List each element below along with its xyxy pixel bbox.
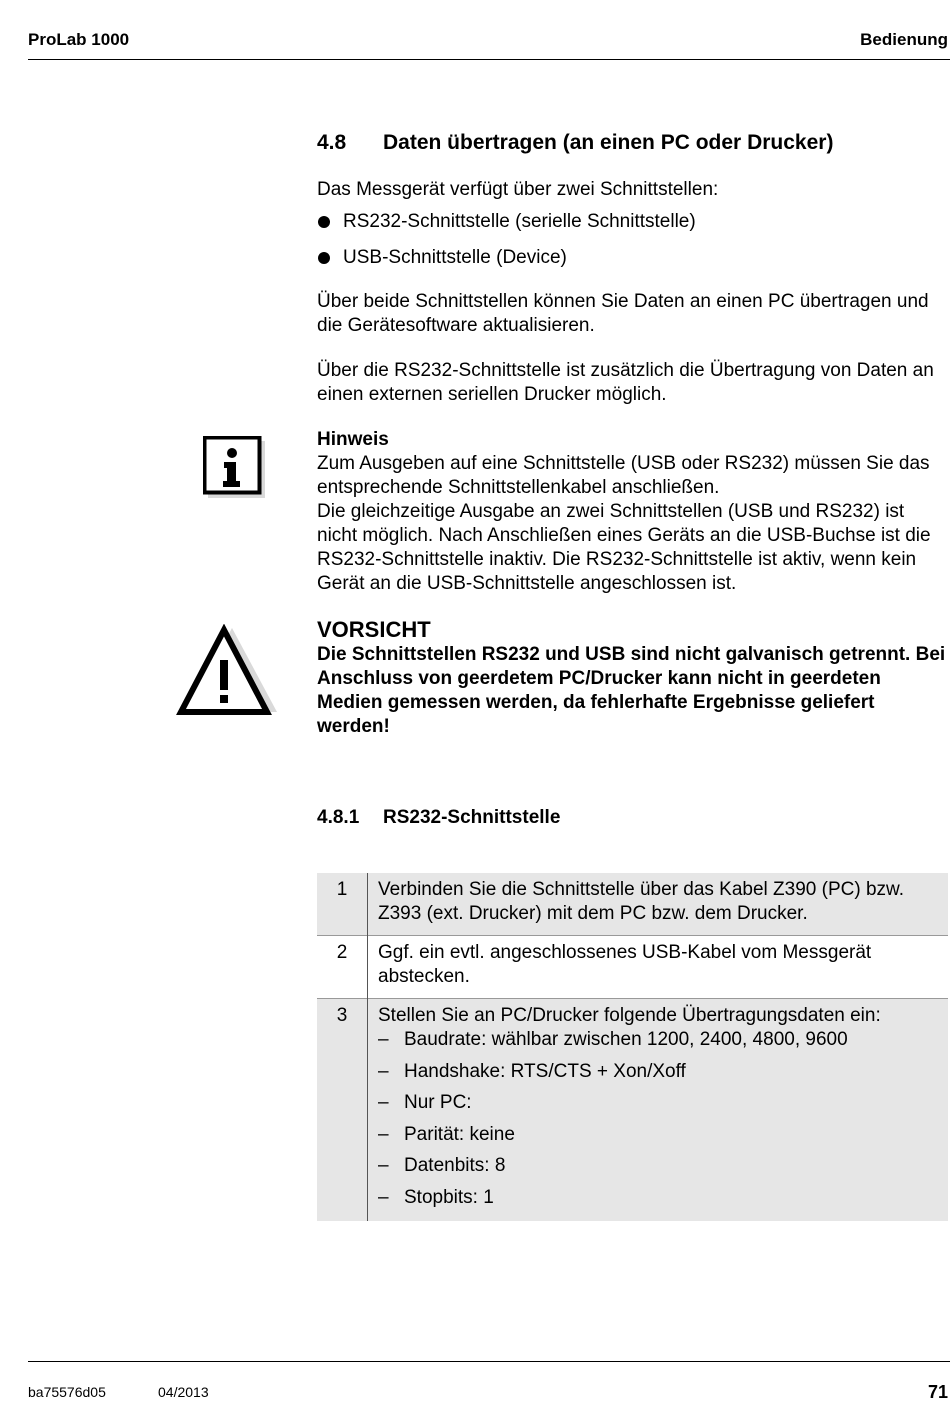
footer-rule: [28, 1361, 950, 1362]
list-item: [378, 1186, 948, 1210]
step-text: Stellen Sie an PC/Drucker folgende Übertragungsdaten ein:: [378, 1005, 881, 1026]
table-row: [317, 873, 948, 936]
list-item-text: USB-Schnittstelle (Device): [343, 247, 567, 268]
warning-triangle-icon: [176, 624, 280, 718]
section-heading: [317, 131, 948, 155]
step-number: 1: [317, 873, 368, 936]
dash-marker: –: [378, 1029, 389, 1050]
setting-parity: Parität: keine: [404, 1123, 515, 1145]
step-number: 3: [317, 999, 368, 1222]
note-block: [317, 428, 948, 596]
document-date: 04/2013: [158, 1384, 209, 1400]
list-item: [317, 246, 948, 270]
table-row: [317, 936, 948, 999]
subsection-heading: [317, 807, 948, 829]
running-header-chapter: Bedienung: [860, 30, 948, 49]
bullet-icon: [318, 252, 330, 264]
document-code: ba75576d05: [28, 1384, 106, 1400]
step-number: 2: [317, 936, 368, 999]
setting-handshake: Handshake: RTS/CTS + Xon/Xoff: [404, 1060, 686, 1082]
list-item: [378, 1123, 948, 1147]
list-item: [378, 1154, 948, 1178]
paragraph-rs232-printer: Über die RS232-Schnittstelle ist zusätzlich die Übertragung von Daten an einen externen seriellen Drucker möglich.: [317, 360, 934, 405]
dash-marker: –: [378, 1155, 389, 1176]
subsection-number: 4.8.1: [317, 807, 360, 828]
list-item: [378, 1028, 948, 1052]
paragraph-both-interfaces: Über beide Schnittstellen können Sie Daten an einen PC übertragen und die Gerätesoftware aktualisieren.: [317, 291, 929, 336]
list-item-text: RS232-Schnittstelle (serielle Schnittstelle): [343, 211, 696, 232]
dash-marker: –: [378, 1186, 389, 1208]
list-item: [317, 210, 948, 234]
setting-baudrate: Baudrate: wählbar zwischen 1200, 2400, 4800, 9600: [404, 1029, 848, 1050]
steps-table: [317, 873, 948, 1221]
setting-pc-only: Nur PC:: [404, 1092, 472, 1113]
dash-marker: –: [378, 1092, 389, 1113]
step-text: Verbinden Sie die Schnittstelle über das Kabel Z390 (PC) bzw. Z393 (ext. Drucker) mit dem PC bzw. dem Drucker.: [368, 873, 949, 936]
note-text-cable: Zum Ausgeben auf eine Schnittstelle (USB oder RS232) müssen Sie das entsprechende Schnittstellenkabel anschließen.: [317, 453, 930, 498]
dash-marker: –: [378, 1060, 389, 1082]
step-text: Ggf. ein evtl. angeschlossenes USB-Kabel vom Messgerät abstecken.: [368, 936, 949, 999]
dash-marker: –: [378, 1123, 389, 1145]
caution-text: Die Schnittstellen RS232 und USB sind nicht galvanisch getrennt. Bei Anschluss von geerdetem PC/Drucker kann nicht in geerdeten Medien gemessen werden, da fehlerhafte Ergebnisse geliefert werden!: [317, 644, 946, 737]
interface-list: [317, 210, 948, 282]
list-item: [378, 1091, 948, 1115]
section-title: Daten übertragen (an einen PC oder Drucker): [383, 131, 834, 154]
list-item: [378, 1060, 948, 1084]
caution-block: [317, 617, 948, 739]
info-icon: [203, 436, 265, 498]
step-cell: [368, 999, 949, 1222]
table-row: [317, 999, 948, 1222]
setting-databits: Datenbits: 8: [404, 1155, 506, 1176]
setting-stopbits: Stopbits: 1: [404, 1186, 494, 1208]
note-heading: Hinweis: [317, 429, 389, 450]
bullet-icon: [318, 216, 330, 228]
section-number: 4.8: [317, 131, 347, 154]
header-rule: [28, 59, 950, 60]
note-text-simultaneous: Die gleichzeitige Ausgabe an zwei Schnittstellen (USB und RS232) ist nicht möglich. Nach Anschließen eines Geräts an die USB-Buchse ist die RS232-Schnittstelle inaktiv. Die RS232-Schnittstelle ist aktiv, wenn kein Gerät an die USB-Schnittstelle angeschlossen ist.: [317, 501, 931, 594]
page-number: 71: [927, 1382, 948, 1402]
running-header-title: ProLab 1000: [28, 30, 130, 49]
caution-heading: VORSICHT: [317, 617, 431, 642]
settings-list: [378, 1028, 948, 1210]
intro-text: Das Messgerät verfügt über zwei Schnittstellen:: [317, 179, 719, 200]
subsection-title: RS232-Schnittstelle: [383, 807, 561, 828]
